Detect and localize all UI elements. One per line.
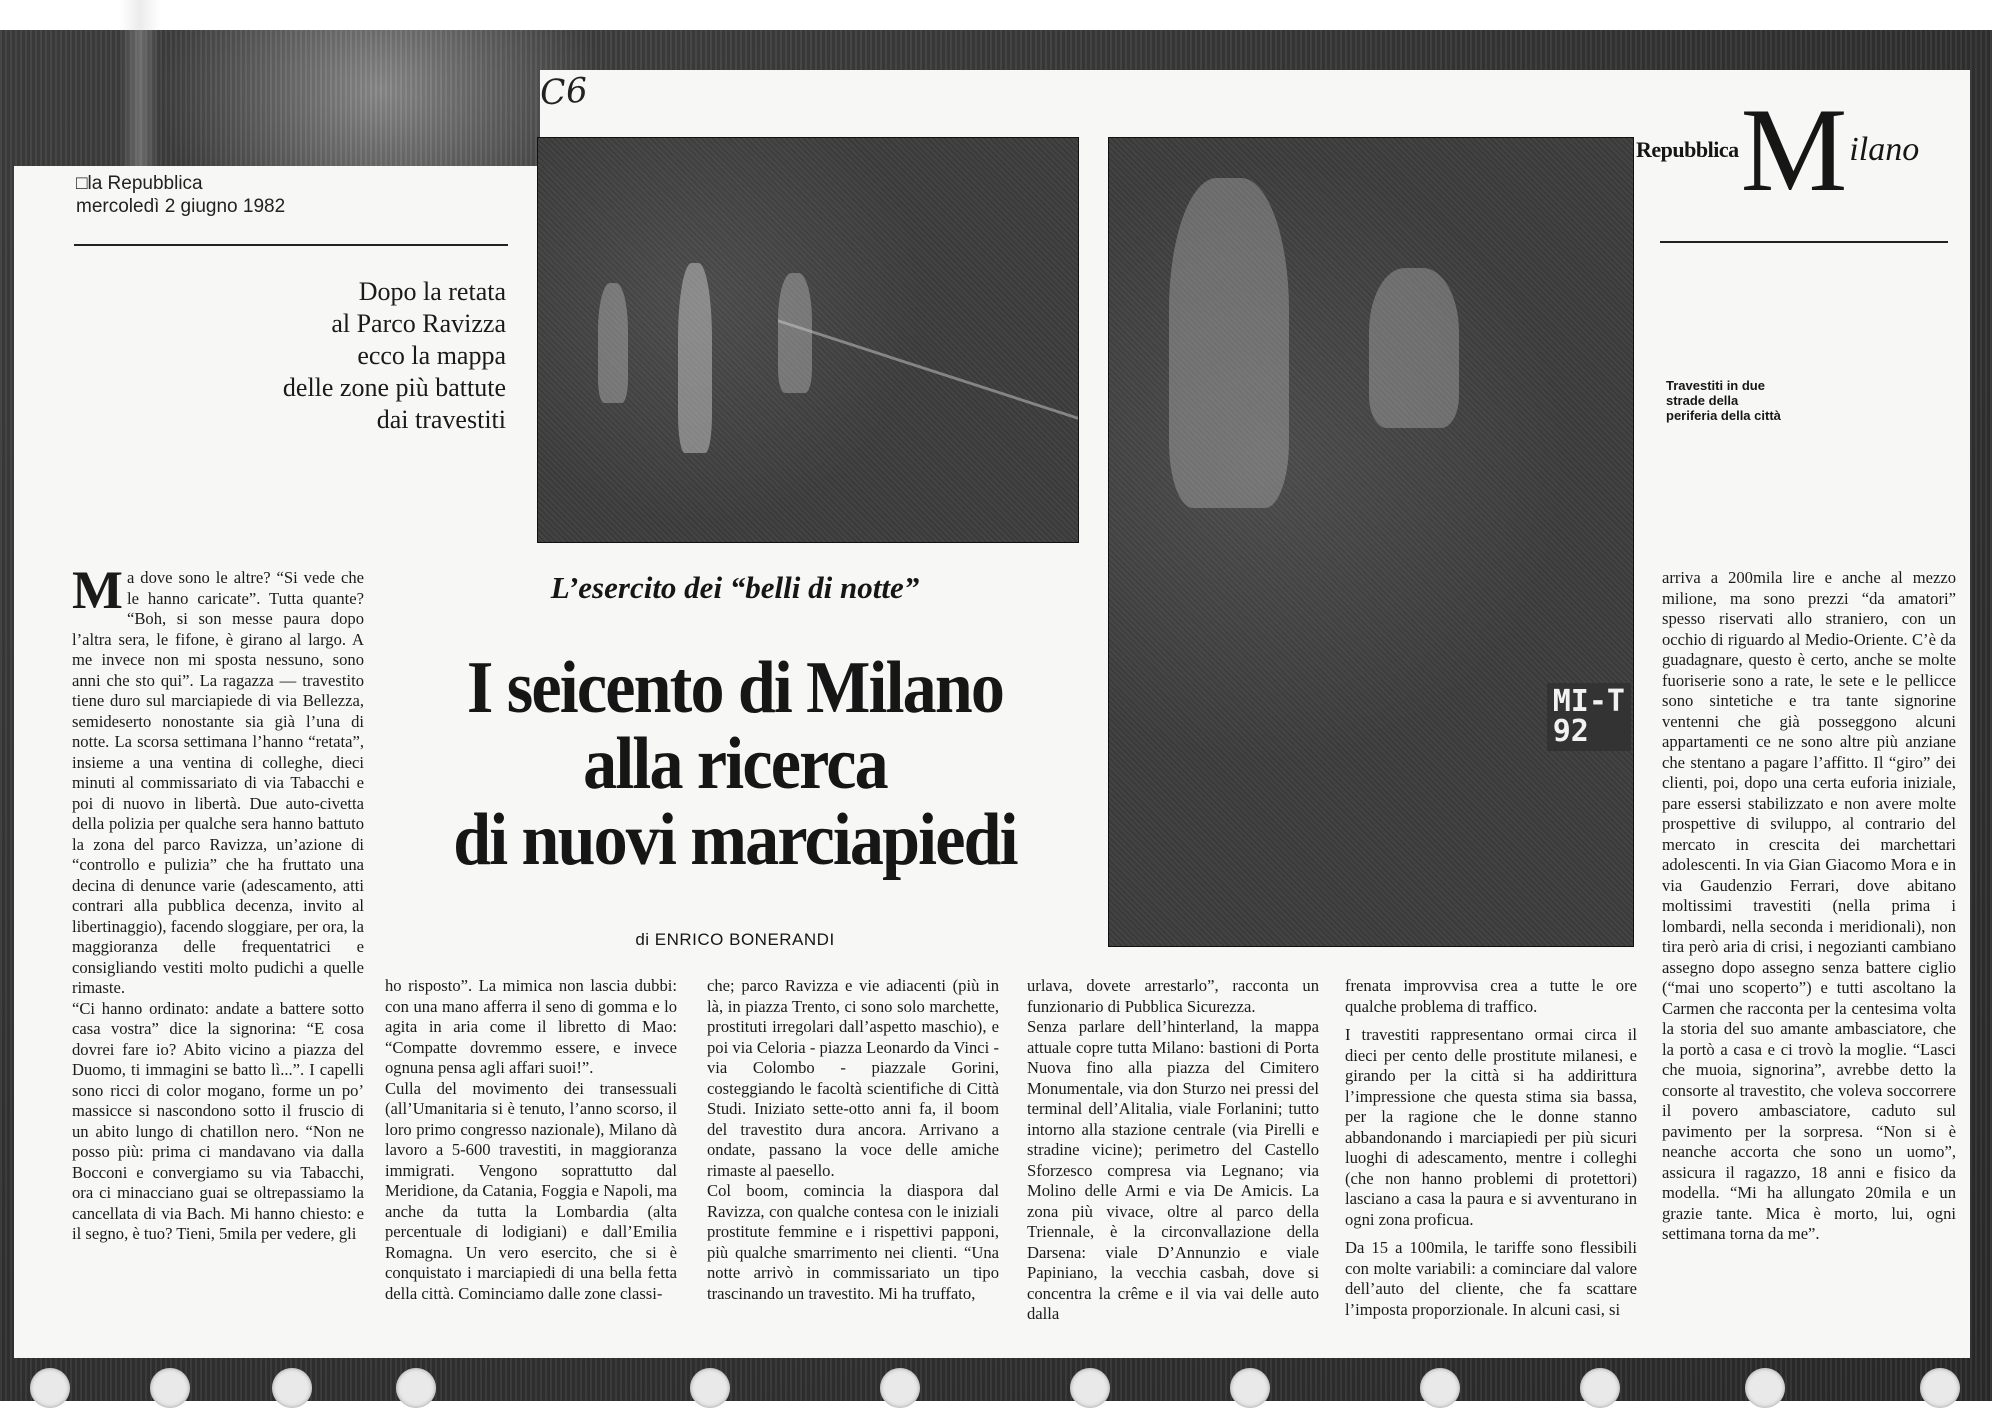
article-column-4 [1027, 976, 1319, 1325]
punch-hole [690, 1368, 730, 1408]
figure-silhouette [678, 263, 712, 453]
article-column-2 [385, 976, 677, 1304]
paragraph: frenata improvvisa crea a tutte le ore qualche problema di traffico. [1345, 976, 1637, 1016]
article-column-5 [1345, 976, 1637, 1320]
punch-hole [150, 1368, 190, 1408]
brand-rule [1660, 241, 1948, 243]
punch-hole [1230, 1368, 1270, 1408]
section-brand [1636, 83, 1920, 216]
license-plate: MI-T 92 [1547, 683, 1631, 751]
masthead-rule [74, 244, 508, 246]
kicker: L’esercito dei “belli di notte” [550, 570, 920, 605]
subhead-line: Dopo la retata [358, 277, 506, 306]
punch-hole [1070, 1368, 1110, 1408]
punch-hole [1745, 1368, 1785, 1408]
paragraph: Col boom, comincia la diaspora dal Ravizza, con qualche contesa con le iniziali prostitute femmine e i rispettivi papponi, più qualche smarrimento nei clienti. “Una notte arrivò in commissariato un tipo trascinando un travestito. Mi ha truffato, [707, 1181, 999, 1303]
brand-initial: M [1740, 83, 1848, 216]
paragraph: urlava, dovete arrestarlo”, racconta un funzionario di Pubblica Sicurezza. [1027, 976, 1319, 1016]
punch-hole [1580, 1368, 1620, 1408]
paragraph: I travestiti rappresentano ormai circa il dieci per cento delle prostitute milanesi, e girando per la città si ha addirittura l’impressione che questa stima sia bassa, per la ragione che le donne stanno abbandonando i marciapiedi per più sicuri luoghi di adescamento, mentre i colleghi (che non hanno problemi di protettori) lasciano a casa la paura e si avventurano in ogni zona proficua. [1345, 1025, 1637, 1229]
article-column-1 [72, 560, 364, 1245]
handwritten-mark: C6 [538, 70, 589, 114]
subhead-line: al Parco Ravizza [331, 309, 506, 338]
punch-hole [880, 1368, 920, 1408]
paragraph: Culla del movimento dei transessuali (all’Umanitaria si è tenuto, l’anno scorso, il loro primo congresso nazionale), Milano dà lavoro a 5-600 travestiti, in maggioranza immigrati. Vengono soprattutto dal Meridione, da Catania, Foggia e Napoli, ma anche da tutta la Lombardia (alta percentuale di lodigiani) e dall’Emilia Romagna. Un vero esercito, che si è conquistato i marciapiedi di una bella fetta della città. Cominciamo dalle zone classi- [385, 1078, 677, 1303]
subhead [200, 276, 506, 436]
brand-repubblica: Repubblica [1636, 137, 1739, 162]
issue-date: mercoledì 2 giugno 1982 [76, 196, 286, 217]
brand-suffix: ilano [1849, 131, 1920, 168]
paragraph: ho risposto”. La mimica non lascia dubbi: con una mano afferra il seno di gomma e lo agita in aria come il libretto di Mao: “Compatte dovremmo essere, e invece ognuna pensa agli affari suoi!”. [385, 976, 677, 1077]
punch-hole [1920, 1368, 1960, 1408]
paragraph: che; parco Ravizza e vie adiacenti (più in là, in piazza Trento, ci sono solo marchette, prostituti irregolari dall’aspetto maschio), e poi via Celoria - piazza Leonardo da Vinci - via Colombo - piazzale Gorini, costeggiando le facoltà scientifiche di Città Studi. Iniziato sette-otto anni fa, il boom del travestito dura ancora. Arrivano a ondate, passano la voce delle amiche rimaste al paesello. [707, 976, 999, 1180]
paragraph: a dove sono le altre? “Si vede che le hanno caricate”. Tutta quante? “Boh, si son messe paura dopo l’altra sera, le fifone, è girano al largo. A me invece non mi sposta nessuno, sono anni che sto qui”. La ragazza — travestito tiene duro sul marciapiede di via Bellezza, semideserto nonostante sia già l’una di notte. La scorsa settimana l’hanno “retata”, insieme a una ventina di colleghe, dieci minuti al commissariato di via Tabacchi e poi di nuovo in libertà. Due auto-civetta della polizia per qualche sera hanno battuto la zona del parco Ravizza, un’azione di “controllo e pulizia” che ha fruttato una decina di denunce varie (adescamento, atti contrari alla pubblica decenza, invito al libertinaggio), facendo sloggiare, per ora, la maggioranza delle frequentatrici e consigliando vestiti molto pudichi a quelle rimaste. [72, 568, 364, 997]
scan-shade [120, 0, 160, 166]
masthead [76, 172, 285, 218]
byline: di ENRICO BONERANDI [635, 930, 835, 949]
punch-hole [396, 1368, 436, 1408]
subhead-line: delle zone più battute [282, 373, 506, 402]
photo-car-portraits [1108, 137, 1634, 947]
paragraph: “Ci hanno ordinato: andate a battere sotto casa vostra” dice la signorina: “E cosa dovrei fare io? Abito vicino a piazza del Duomo, ti immagini se batto lì...”. I capelli sono ricci di color mogano, forme un po’ massicce si nascondono sotto il fruscio di un abito lungo di chatillon nero. “Non ne posso più: prima ci mandavano via dalla Bocconi e convergiamo su via Tabacchi, ora ci minacciano guai se oltrepassiamo la cancellata di via Bach. Mi hanno chiesto: e il segno, è tuo? Tieni, 5mila per vedere, gli [72, 998, 364, 1243]
paragraph: Da 15 a 100mila, le tariffe sono flessibili con molte variabili: a cominciare dal valore dell’auto del cliente, che fa scattare l’imposta proporzionale. In alcuni casi, si [1345, 1238, 1637, 1319]
photo-street-scene [537, 137, 1079, 543]
subhead-line: ecco la mappa [357, 341, 506, 370]
headline [399, 647, 1071, 881]
paragraph: Senza parlare dell’hinterland, la mappa attuale copre tutta Milano: bastioni di Porta Nuova fino alla piazza del Cimitero Monumentale, via don Sturzo nei pressi del terminal dell’Alitalia, viale Forlanini; tutto intorno alla stazione centrale (via Pirelli e stradine vicine); perimetro del Castello Sforzesco compresa via Legnano; via Molino delle Armi e via De Amicis. La zona più vivace, oltre al parco della Triennale, è la circonvallazione della Darsena: viale D’Annunzio e viale Papiniano, la vecchia casbah, dove si concentra la crême e il via vai delle auto dalla [1027, 1017, 1319, 1323]
punch-hole [1420, 1368, 1460, 1408]
punch-hole [30, 1368, 70, 1408]
figure-silhouette [1169, 178, 1289, 508]
headline-line: di nuovi marciapiedi [453, 799, 1017, 881]
paragraph: arriva a 200mila lire e anche al mezzo milione, ma sono prezzi “da amatori” spesso riservati allo straniero, con un occhio di riguardo al Medio-Oriente. C’è da guadagnare, questo è certo, anche se molte fuoriserie sono a rate, le sete e le pellicce sono sintetiche e tra tante signorine ventenni che già posseggono alcuni appartamenti ce ne sono altre più anziane che stentano a pagare l’affitto. Il “giro” dei clienti, poi, dopo una certa euforia iniziale, pare essersi stabilizzato e non avere molte prospettive di sviluppo, al contrario del mercato in crescita dei marchettari adolescenti. In via Gian Giacomo Mora e in via Gaudenzio Ferrari, dove abitano moltissimi travestiti (nella prima i lombardi, nella seconda i meridionali), non tira però aria di crisi, i negozianti cambiano assegno dopo assegno senza battere ciglio (“mai uno scoperto”) e tutti ascoltano la Carmen che racconta per la centesima volta la storia del suo amante ambasciatore, che la portò a casa e ci trovò la moglie. “Lasci che muoia, signorina”, avrebbe detto la consorte al travestito, che voleva soccorrere il povero ambasciatore, caduto sul pavimento per la sorpresa. “Non si è neanche accorta che sono un uomo”, assicura il ragazzo, 18 anni e fisico da modella. “Mi ha allungato 20mila e un grazie tante. Mica è morto, lui, ogni settimana torna da me”. [1662, 568, 1956, 1243]
figure-silhouette [1369, 268, 1459, 428]
subhead-line: dai travestiti [376, 405, 506, 434]
headline-line: alla ricerca [583, 723, 887, 805]
article-column-3 [707, 976, 999, 1304]
figure-silhouette [598, 283, 628, 403]
drop-cap: M [72, 560, 123, 620]
paper-name: □ la Repubblica [76, 172, 285, 195]
article-column-6 [1662, 568, 1956, 1245]
headline-line: I seicento di Milano [466, 647, 1004, 729]
photo-caption: Travestiti in due strade della periferia della città [1666, 378, 1781, 423]
punch-hole [272, 1368, 312, 1408]
